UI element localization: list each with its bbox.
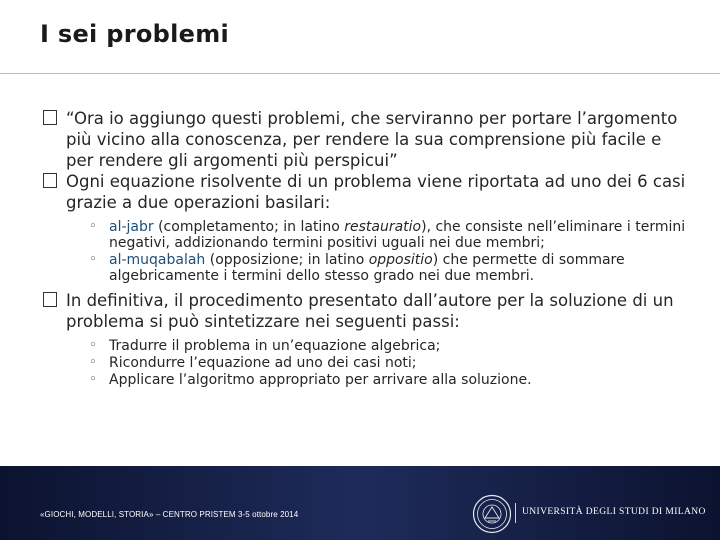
bullet-procedure — [40, 290, 690, 332]
bullet-equation — [40, 171, 690, 213]
circle-bullet-icon: ◦ — [89, 219, 97, 234]
square-bullet-icon — [42, 291, 58, 307]
square-bullet-icon — [42, 109, 58, 125]
footer-bar — [0, 466, 720, 540]
term-al-jabr: al-jabr — [109, 219, 154, 235]
university-name: UNIVERSITÀ DEGLI STUDI DI MILANO — [522, 507, 706, 517]
step-text: Ricondurre l’equazione ad uno dei casi noti; — [109, 355, 417, 371]
square-bullet-icon — [42, 172, 58, 188]
slide-content — [40, 108, 690, 394]
term-al-muqabalah: al-muqabalah — [109, 252, 206, 268]
bullet-procedure-text: In definitiva, il procedimento presentato dall’autore per la soluzione di un problema si può sintetizzare nei seguenti passi: — [66, 291, 674, 331]
step-text: Tradurre il problema in un’equazione algebrica; — [109, 338, 441, 354]
step-item — [89, 338, 690, 354]
circle-bullet-icon: ◦ — [89, 252, 97, 267]
operation-al-jabr-before: (completamento; in latino — [153, 219, 345, 235]
step-item — [89, 372, 690, 388]
operations-list — [40, 219, 690, 284]
operation-al-jabr — [89, 219, 690, 251]
operation-al-jabr-after: ), che consiste nell’eliminare i termini negativi, addizionando termini positivi uguali nei due membri; — [109, 219, 686, 251]
step-item — [89, 355, 690, 371]
circle-bullet-icon: ◦ — [89, 372, 97, 387]
latin-restauratio: restauratio — [344, 219, 422, 235]
bullet-equation-text: Ogni equazione risolvente di un problema viene riportata ad uno dei 6 casi grazie a due operazioni basilari: — [66, 172, 686, 212]
operation-al-muqabalah-before: (opposizione; in latino — [205, 252, 369, 268]
title-divider — [0, 73, 720, 74]
bullet-quote-text: “Ora io aggiungo questi problemi, che serviranno per portare l’argomento più vicino alla conoscenza, per rendere la sua comprensione più facile e per rendere gli argomenti più perspicui” — [66, 109, 678, 170]
circle-bullet-icon: ◦ — [89, 338, 97, 353]
step-text: Applicare l’algoritmo appropriato per arrivare alla soluzione. — [109, 372, 532, 388]
circle-bullet-icon: ◦ — [89, 355, 97, 370]
footer-text: «GIOCHI, MODELLI, STORIA» – CENTRO PRISTEM 3-5 ottobre 2014 — [40, 510, 299, 519]
operation-al-muqabalah — [89, 252, 690, 284]
operation-al-muqabalah-after: ) che permette di sommare algebricamente i termini dello stesso grado nei due membri. — [109, 252, 625, 284]
slide-title: I sei problemi — [40, 20, 230, 48]
university-seal-icon — [472, 494, 512, 534]
latin-oppositio: oppositio — [368, 252, 433, 268]
steps-list — [40, 338, 690, 388]
bullet-quote — [40, 108, 690, 171]
